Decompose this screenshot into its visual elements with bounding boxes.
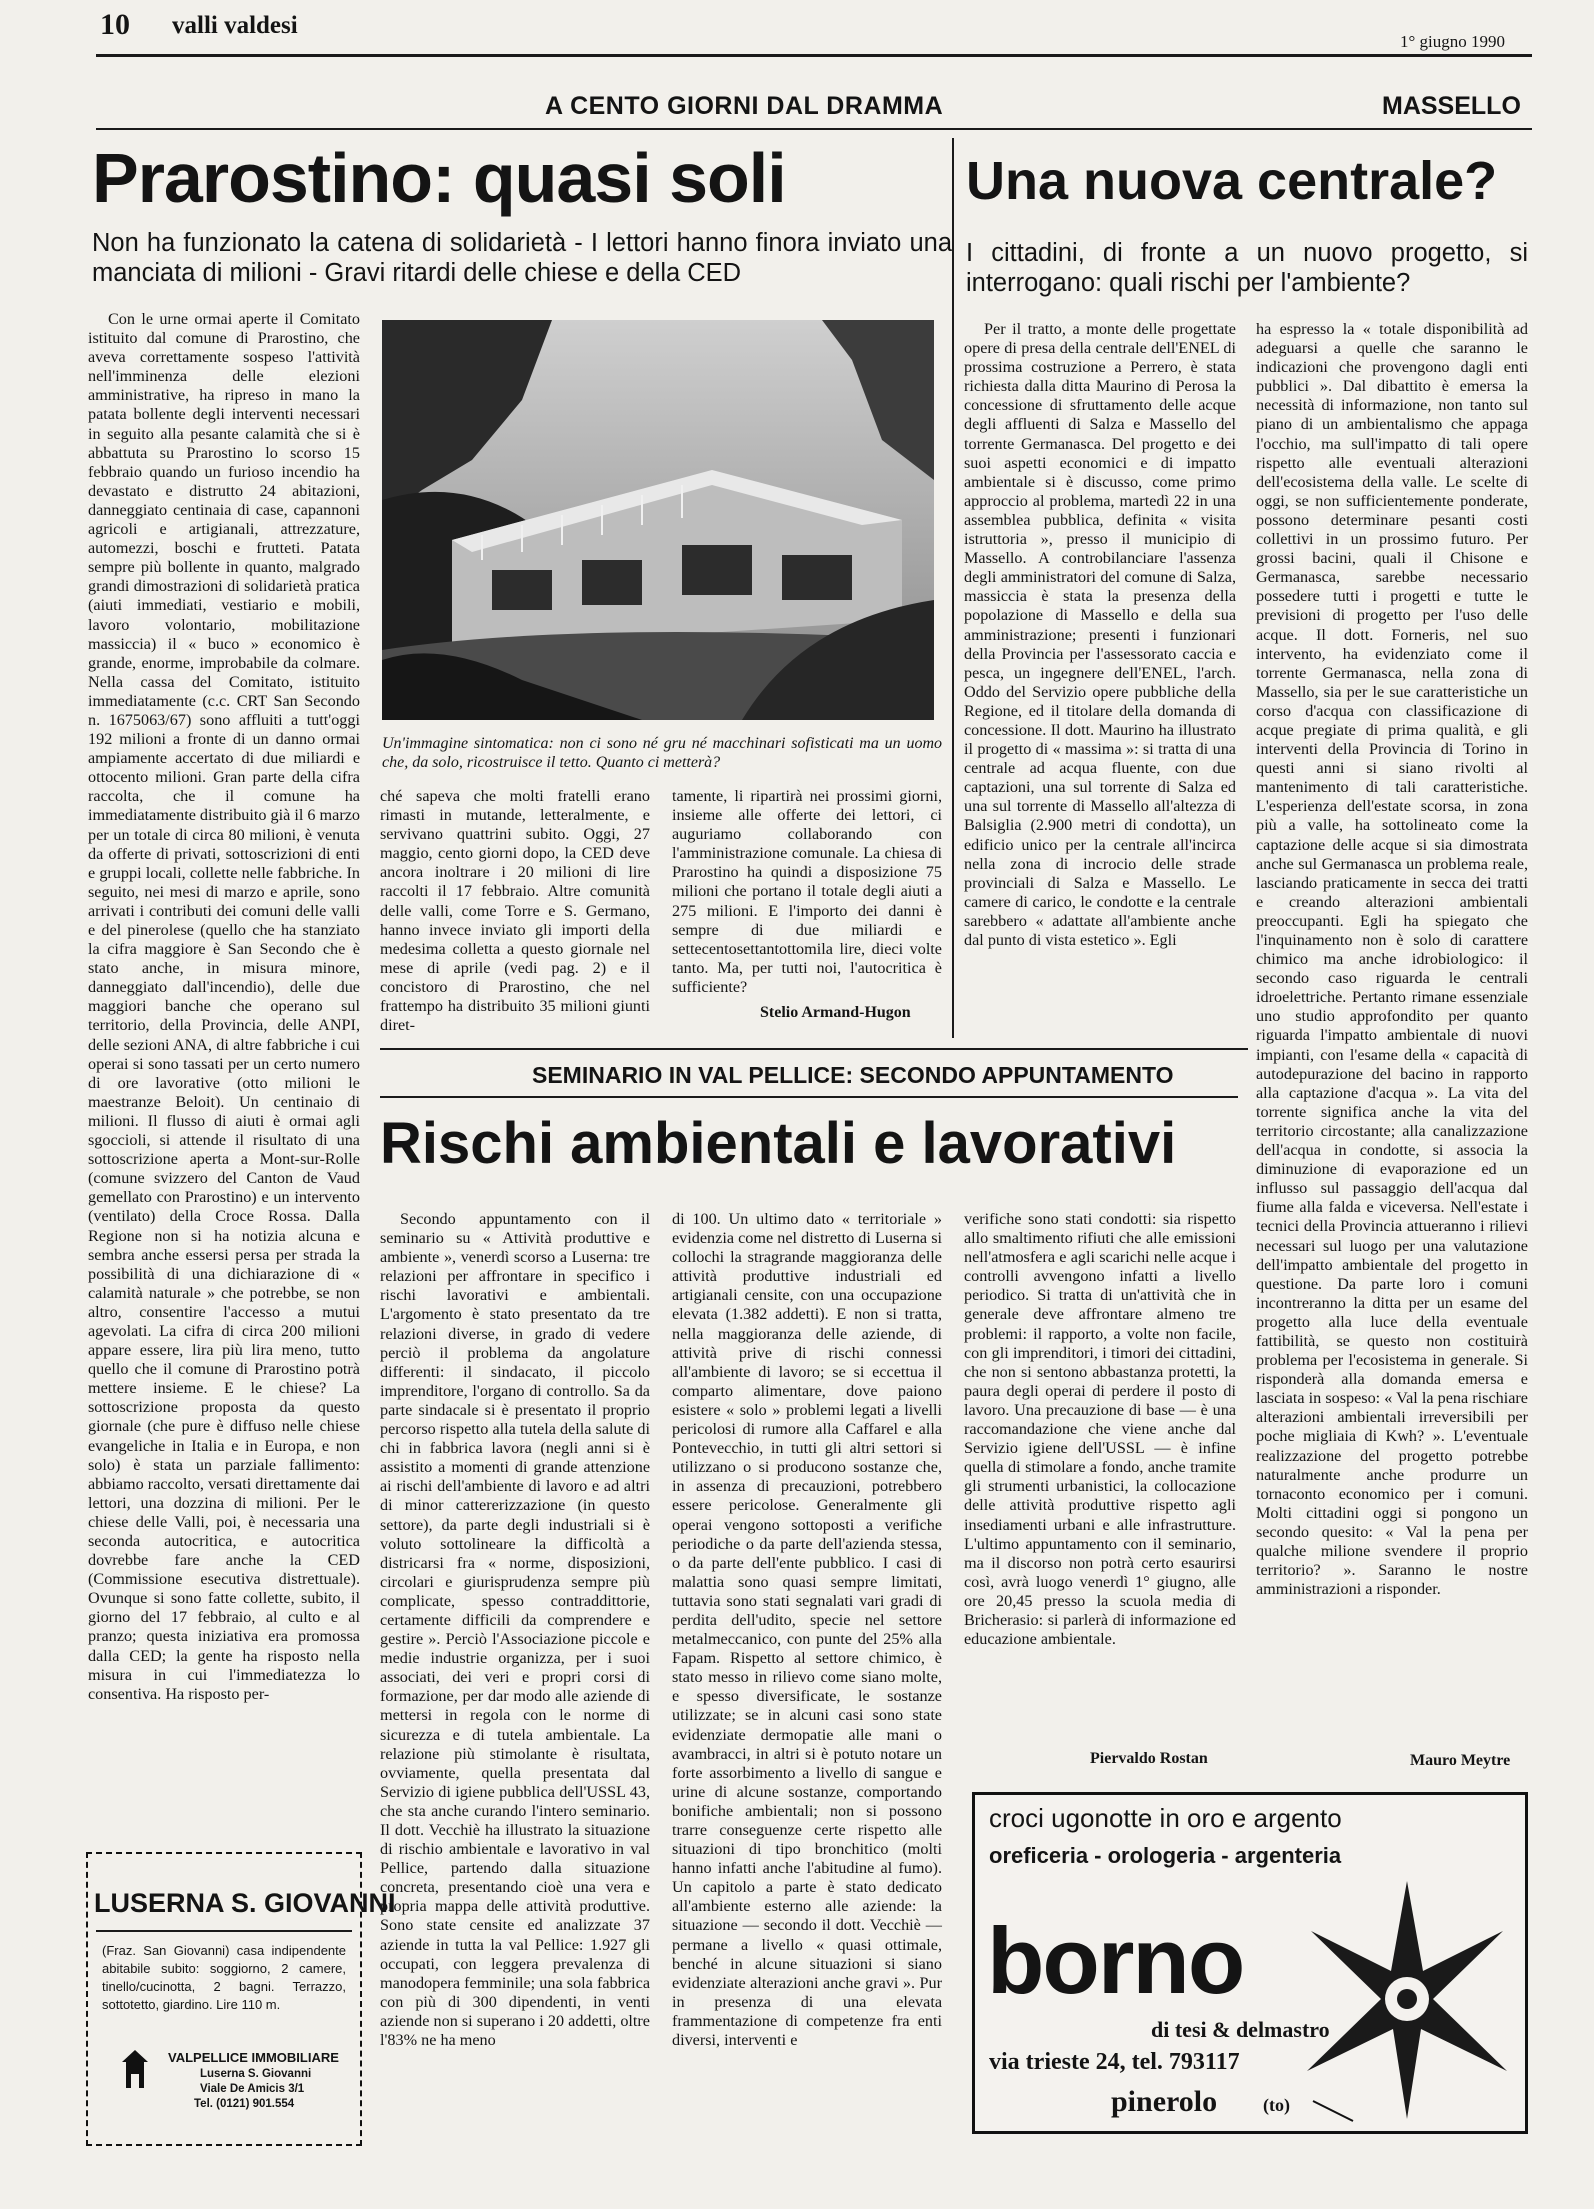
borno-ad xyxy=(972,1792,1528,2134)
right-story-col2 xyxy=(1256,320,1528,1750)
luserna-ad xyxy=(86,1852,396,2146)
right-story-col1-text: Per il tratto, a monte delle progettate opere di presa della centrale dell'ENEL di prossima costruzione a Perrero, è stata richiesta dalla ditta Maurino di Perosa la concessione di sfruttamento delle acque degli affluenti di Salza e Massello del torrente Germanasca. Del progetto e dei suoi aspetti economici e di impatto ambientale si è discusso, come primo approccio al problema, martedì 22 in una assemblea pubblica, definita « visita istruttoria », presso il municipio di Massello. A controbilanciare l'assenza degli amministratori del comune di Salza, massiccia è stata la presenza della popolazione di Massello e della sua amministrazione; presenti i funzionari della Provincia per l'assessorato caccia e pesca, un ingegnere dell'ENEL, l'arch. Oddo del Servizio opere pubbliche della Regione, ed il titolare della domanda di concessione. Il dott. Maurino ha illustrato il progetto di « massima »: si tratta di una centrale ad acqua fluente, con due captazioni, una sul torrente di Salza ed una sul torrente di Massello all'altezza di Balsiglia (2.900 metri di condotta), un edificio unico per la centrale all'incirca nella zona di incrocio delle strade provinciali di Salza e Massello. Le camere di carico, le condotte e la centrale sarebbero « adattate all'ambiente anche dal punto di vista estetico ». Egli xyxy=(964,320,1236,949)
column-divider xyxy=(952,138,954,1038)
left-kicker: A CENTO GIORNI DAL DRAMMA xyxy=(545,92,944,120)
masthead-rule xyxy=(96,54,1532,57)
right-story-col1 xyxy=(964,320,1236,1040)
seminar-col2 xyxy=(672,1210,942,2120)
seminar-col3-text: verifiche sono stati condotti: sia rispetto allo smaltimento rifiuti che alle emissioni nell'atmosfera e agli scarichi nelle acque i controlli avvengono infatti a livello periodico. Si tratta di un'attività che in generale deve affrontare almeno tre problemi: il rapporto, a volte non facile, con gli imprenditori, i timori dei cittadini, che non si sentono abbastanza protetti, la paura degli operai di perdere il posto di lavoro. Una precauzione di base — è una raccomandazione che viene anche dal Servizio igiene dell'USSL — è infine quella di stimolare a fondo, anche tramite gli strumenti urbanistici, la collocazione delle attività produttive rispetto agli insediamenti urbani e alle infrastrutture. L'ultimo appuntamento con il seminario, ma il discorso non potrà certo esaurirsi così, avrà luogo venerdì 1° giugno, alle ore 20,45 presso la scuola media di Bricherasio: si parlerà di informazione ed educazione ambientale. xyxy=(964,1210,1236,1649)
borno-line2: oreficeria - orologeria - argenteria xyxy=(989,1843,1342,1868)
seminar-top-rule xyxy=(380,1048,1248,1050)
luserna-address1: Luserna S. Giovanni xyxy=(200,2068,312,2080)
right-kicker: MASSELLO xyxy=(1382,92,1521,120)
left-story-col1-text: Con le urne ormai aperte il Comitato istituito dal comune di Prarostino, che aveva correttamente sospeso l'attività nell'imminenza delle elezioni amministrative, ha ripreso in mano la patata bollente degli interventi necessari in seguito alla pesante calamità che si è abbattuta su Prarostino lo scorso 15 febbraio quando un furioso incendio ha devastato e distrutto 24 abitazioni, danneggiato centinaia di case, capannoni agricoli e artigianali, attrezzature, automezzi, boschi e frutteti. Patata sempre più bollente in quanto, malgrado grandi dimostrazioni di solidarietà pratica (aiuti immediati, vestiario e mobili, lavoro volontario, mobilitazione massiccia) il « buco » economico è grande, enorme, improbabile da colmare. Nella cassa del Comitato, istituito immediatamente (c.c. CRT San Secondo n. 1675063/67) sono affluiti a tutt'oggi 192 milioni a fronte di un danno ormai ampiamente accertato di due miliardi e ottocento milioni. Gran parte della cifra raccolta, che il comune ha immediatamente distribuito già il 6 marzo per un totale di circa 80 milioni, è venuta da offerte di privati, sottoscrizioni di enti e gruppi locali, collette nelle fabbriche. In seguito, nei mesi di marzo e aprile, sono arrivati i contributi dei comuni delle valli e del pinerolese (quello che ha stanziato la cifra maggiore è San Secondo che è stato anche, in misura minore, danneggiato dall'incendio), delle due maggiori banche che operano sul territorio, della Provincia, delle ANPI, delle sezioni ANA, di altre fabbriche i cui operai si sono tassati per un certo numero di ore lavorative (otto milioni le maestranze Beloit). Un centinaio di milioni. Il flusso di aiuti è ormai agli sgoccioli, si attende il risultato di una sottoscrizione aperta a Mont-sur-Rolle (comune svizzero del Canton de Vaud gemellato con Prarostino) e un intervento (ventilato) della Croce Rossa. Dalla Regione non si ha notizia alcuna e sembra anche essersi persa per strada la possibilità di una dichiarazione di « calamità naturale » che potrebbe, se non altro, consentire l'accesso a mutui agevolati. La cifra di circa 200 milioni appare essere, lira più lira meno, tutto quello che il comune di Prarostino potrà mettere insieme. E le chiese? La sottoscrizione proposta da questo giornale (che pure è diffuso nelle chiese evangeliche in Italia e in Europa, e non solo) è stata un parziale fallimento: abbiamo raccolto, versati direttamente dai lettori, una dozzina di milioni. Per le chiese delle Valli, poi, è necessaria una seconda autocritica, e autocritica dovrebbe fare anche la CED (Commissione esecutiva distrettuale). Ovunque si sono fatte collette, subito, il giorno del 17 febbraio, al culto e al pranzo; questa iniziativa era promossa dalla CED; la gente ha risposto nella misura in cui l'immediatezza lo consentiva. Ha risposto per- xyxy=(88,310,360,1703)
seminar-kicker: SEMINARIO IN VAL PELLICE: SECONDO APPUNTAMENTO xyxy=(532,1062,1174,1088)
right-deck: I cittadini, di fronte a un nuovo progetto, si interrogano: quali rischi per l'ambiente? xyxy=(966,239,1528,297)
paper-name: valli valdesi xyxy=(172,12,298,39)
page-number: 10 xyxy=(100,8,130,41)
agency-logo-icon xyxy=(120,2048,150,2090)
seminar-col3 xyxy=(964,1210,1236,1740)
seminar-signature: Piervaldo Rostan xyxy=(1090,1750,1208,1767)
huguenot-cross-icon xyxy=(1293,1871,1521,2127)
left-story-col3 xyxy=(672,787,942,996)
luserna-ad-title: LUSERNA S. GIOVANNI xyxy=(94,1888,396,1918)
news-photo xyxy=(382,320,934,720)
right-signature: Mauro Meytre xyxy=(1410,1752,1511,1769)
seminar-col1-text: Secondo appuntamento con il seminario su « Attività produttive e ambiente », venerdì scorso a Luserna: tre relazioni per affrontare in specifico i rischi lavorativi e ambientali. L'argomento è stato presentato da tre relazioni diverse, in grado di vedere perciò il problema da angolature differenti: il sindacato, il piccolo imprenditore, l'organo di controllo. Sa da parte sindacale si è presentato il proprio percorso rispetto alla tutela della salute di chi in fabbrica lavora (negli anni si è assistito a momenti di grande attenzione ai rischi dell'ambiente di lavoro e ad altri di minor cattererizzazione (in questo settore), da parte degli industriali si è voluto sottolineare la difficoltà a districarsi fra « norme, disposizioni, circolari e giurisprudenza sempre più complicate, spesso contraddittorie, certamente difficili da comprendere e gestire ». Perciò l'Associazione piccole e medie industrie organizza, per i suoi associati, dei veri e propri corsi di formazione, per dar modo alle aziende di mettersi in regola con le norme di sicurezza e di tutela ambientale. La relazione più stimolante è risultata, ovviamente, quella presentata dal Servizio di igiene pubblica dell'USSL 43, che sta anche curando l'intero seminario. Il dott. Vecchiè ha illustrato la situazione di rischio ambientale e lavorativo in val Pellice, partendo dalla situazione concreta, presentando cioè una vera e propria mappa delle attività produttive. Sono state censite ed analizzate 37 aziende in tutta la val Pellice: 1.927 gli occupati, con leggera prevalenza di manodopera femminile; una sola fabbrica con più di 300 dipendenti, in venti aziende non si superano i 20 addetti, oltre l'83% ne ha meno xyxy=(380,1210,650,2050)
left-story-col2-text: ché sapeva che molti fratelli erano rimasti in mutande, letteralmente, e servivano quattrini subito. Oggi, 27 maggio, cento giorni dopo, la CED deve ancora inoltrare i 20 milioni di lire raccolti il 17 febbraio. Altre comunità delle valli, come Torre e S. Germano, hanno invece inviato gli importi della medesima colletta a questo giornale nel mese di aprile (vedi pag. 2) e il concistoro di Prarostino, che nel frattempo ha distribuito 35 milioni giunti diret- xyxy=(380,787,650,1035)
left-story-col1 xyxy=(88,310,360,1840)
seminar-headline: Rischi ambientali e lavorativi xyxy=(380,1111,1177,1176)
borno-prov: (to) xyxy=(1263,2095,1290,2115)
borno-city: pinerolo xyxy=(1111,2085,1218,2118)
luserna-agency: VALPELLICE IMMOBILIARE xyxy=(168,2050,339,2065)
kicker-rule xyxy=(96,128,1532,130)
borno-line1: croci ugonotte in oro e argento xyxy=(989,1803,1342,1833)
luserna-ad-body: (Fraz. San Giovanni) casa indipendente abitabile subito: soggiorno, 2 camere, tinello/cucinotta, 2 bagni. Terrazzo, sottotetto, giardino. Lire 110 m. xyxy=(102,1943,346,2012)
luserna-address2: Viale De Amicis 3/1 xyxy=(200,2083,305,2095)
right-headline: Una nuova centrale? xyxy=(966,151,1498,211)
masthead xyxy=(0,0,1594,60)
left-headline: Prarostino: quasi soli xyxy=(92,139,786,217)
borno-brand: borno xyxy=(987,1908,1244,2013)
photo-caption: Un'immagine sintomatica: non ci sono né gru né macchinari sofisticati ma un uomo che, da solo, ricostruisce il tetto. Quanto ci metterà? xyxy=(382,735,942,771)
left-story-col2 xyxy=(380,787,650,1035)
left-story-col3-text: tamente, li ripartirà nei prossimi giorni, insieme alle offerte dei lettori, ci auguriamo collaborando con l'amministrazione comunale. La chiesa di Prarostino ha quindi a disposizione 75 milioni che portano il totale degli aiuti a 275 milioni. E l'importo dei danni è sempre di due miliardi e settecentosettantottomila lire, dieci volte tanto. Ma, per tutti noi, l'autocritica è sufficiente? xyxy=(672,787,942,996)
luserna-phone: Tel. (0121) 901.554 xyxy=(194,2098,295,2110)
borno-sub: di tesi & delmastro xyxy=(1151,2017,1330,2042)
left-deck: Non ha funzionato la catena di solidarietà - I lettori hanno finora inviato una manciata di milioni - Gravi ritardi delle chiese e della CED xyxy=(92,229,952,287)
seminar-kicker-rule xyxy=(380,1096,1238,1098)
house-rebuild-photo xyxy=(382,320,934,720)
seminar-col1 xyxy=(380,1210,650,2120)
borno-address: via trieste 24, tel. 793117 xyxy=(989,2049,1240,2075)
luserna-ad-rule xyxy=(96,1930,352,1932)
right-story-col2-text: ha espresso la « totale disponibilità ad adeguarsi a quelle che saranno le indicazioni che provengono dagli enti pubblici ». Dal dibattito è emersa la necessità di informazione, non tanto sul piano di un ambientalismo che appaga l'occhio, ma sull'impatto di tali opere rispetto alle eventuali alterazioni dell'ecosistema della valle. Le scelte di oggi, se non sufficientemente ponderate, possono determinare pesanti costi collettivi in un prossimo futuro. Per grossi bacini, quali il Chisone e Germanasca, sarebbe necessario possedere tutti i progetti e tutte le previsioni di progetto per l'uso delle acque. Il dott. Forneris, nel suo intervento, ha evidenziato come il torrente Germanasca, nella zona di Massello, sia per le sue caratteristiche un corso d'acqua con classificazione di acque pregiate di prima qualità, e gli interventi della Provincia di Torino in questi anni si siano rivolti al mantenimento di tali caratteristiche. L'esperienza dell'estate scorsa, in zona più a valle, ha sottolineato come la captazione delle acque si sia dimostrata anche sul Germanasca un problema reale, lasciando praticamente in secca dei tratti e creando alterazioni ambientali preoccupanti. Egli ha spiegato che l'inquinamento non è solo di carattere chimico ma anche idrobiologico: il secondo caso riguarda le centrali idroelettriche. Pertanto rimane essenziale uno studio approfondito per quanto riguarda l'impatto ambientale di nuovi impianti, con l'esame della « capacità di autodepurazione del bacino in rapporto alla captazione d'acqua ». La vita del torrente significa anche la vita del territorio circostante; alla canalizzazione dell'acqua in condotte, si associa la diminuzione di evaporazione ed un influsso sul passaggio dell'acqua dal fiume alla falda e viceversa. Nell'estate i tecnici della Provincia attueranno i rilievi necessari sul luogo per una valutazione dell'impatto ambientale del progetto in questione. Da parte loro i comuni incontreranno la ditta per un esame del progetto alla luce della eventuale fattibilità, se questo non costituirà problema per l'ecosistema in generale. Si risponderà alla domanda emersa e lasciata in sospeso: « Val la pena rischiare alterazioni ambientali irreversibili per poche migliaia di Kwh? ». L'eventuale realizzazione del progetto potrebbe naturalmente anche produrre un tornaconto economico per i comuni. Molti cittadini oggi si pongono un secondo quesito: « Val la pena per qualche milione svendere il proprio territorio? ». Saranno le nostre amministrazioni a risponder. xyxy=(1256,320,1528,1599)
left-signature: Stelio Armand-Hugon xyxy=(760,1004,911,1021)
seminar-col2-text: di 100. Un ultimo dato « territoriale » evidenzia come nel distretto di Luserna si collochi la stragrande maggioranza delle attività produttive industriali ed artigianali censite, con una occupazione elevata (1.382 addetti). E non si tratta, nella maggioranza delle aziende, di attività prive di rischi connessi all'ambiente di lavoro; se si eccettua il comparto alimentare, dove paiono esistere « solo » problemi legati a livelli pericolosi di rumore alla Caffarel e alla Pontevecchio, in tutti gli altri settori si utilizzano o si producono sostanze che, in assenza di precauzioni, potrebbero essere pericolose. Generalmente gli operai vengono sottoposti a verifiche periodiche o da parte dell'azienda stessa, o da parte dell'ente pubblico. I casi di malattia sono quasi sempre limitati, tuttavia sono stati segnalati vari gradi di perdita dell'udito, specie nel settore metalmeccanico, con punte del 25% alla Fapam. Rispetto al settore chimico, è stato messo in rilievo come siano molte, e spesso diversificate, le sostanze utilizzate; se in alcuni casi sono state evidenziate dermopatie alle mani o avambracci, in altri si è potuto notare un forte assorbimento a livello di sangue e urine di alcune sostanze, comportando bonifiche ambientali; non si possono trarre conseguenze certe rispetto alle situazioni di tipo bronchitico (molti hanno infatti anche l'abitudine al fumo). Un capitolo a parte è stato dedicato all'ambiente esterno alle aziende: la situazione — secondo il dott. Vecchiè — permane a livello « quasi ottimale, benché in alcune situazioni si siano evidenziate alterazioni anche gravi ». Pur in presenza di una elevata frammentazione di competenze fra enti diversi, interventi e xyxy=(672,1210,942,2050)
issue-date: 1° giugno 1990 xyxy=(1400,32,1506,51)
